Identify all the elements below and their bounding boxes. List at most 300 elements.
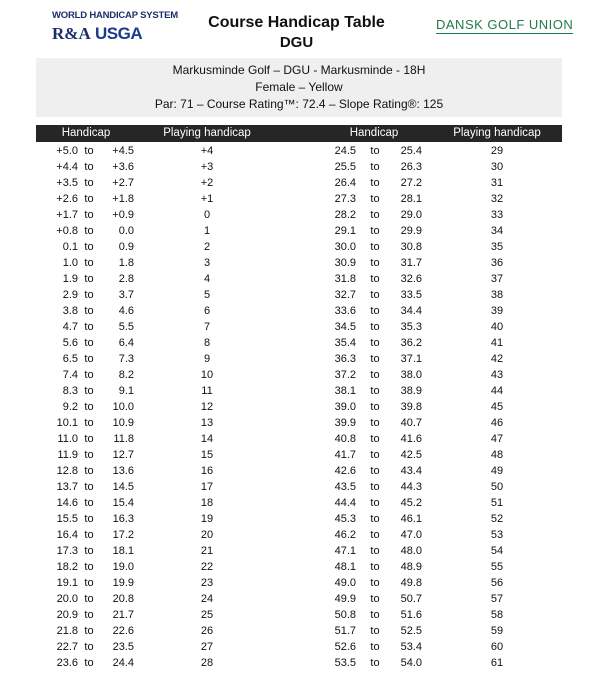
to-label: to	[370, 529, 380, 541]
handicap-from: 30.9	[334, 257, 356, 269]
playing-handicap: 23	[200, 577, 214, 589]
playing-handicap: 39	[490, 305, 504, 317]
handicap-from: 2.9	[62, 289, 78, 301]
handicap-from: 21.8	[56, 625, 78, 637]
handicap-from: +0.8	[56, 225, 78, 237]
handicap-to: 33.5	[400, 289, 422, 301]
to-label: to	[370, 161, 380, 173]
table-row	[36, 319, 562, 335]
column-header-handicap-left: Handicap	[61, 127, 111, 139]
handicap-from: 24.5	[334, 145, 356, 157]
handicap-from: 10.1	[56, 417, 78, 429]
handicap-from: 42.6	[334, 465, 356, 477]
handicap-to: 38.9	[400, 385, 422, 397]
handicap-from: 33.6	[334, 305, 356, 317]
to-label: to	[84, 481, 94, 493]
handicap-to: 7.3	[118, 353, 134, 365]
handicap-from: 40.8	[334, 433, 356, 445]
playing-handicap: 52	[490, 513, 504, 525]
to-label: to	[84, 289, 94, 301]
handicap-from: 39.0	[334, 401, 356, 413]
table-row	[36, 591, 562, 607]
handicap-to: 49.8	[400, 577, 422, 589]
handicap-to: 31.7	[400, 257, 422, 269]
handicap-to: 28.1	[400, 193, 422, 205]
handicap-to: 10.9	[112, 417, 134, 429]
handicap-to: +4.5	[112, 145, 134, 157]
table-row	[36, 287, 562, 303]
column-header-handicap-right: Handicap	[349, 127, 399, 139]
handicap-from: 7.4	[62, 369, 78, 381]
handicap-to: 0.9	[118, 241, 134, 253]
handicap-from: 28.2	[334, 209, 356, 221]
handicap-from: 14.6	[56, 497, 78, 509]
handicap-from: 3.8	[62, 305, 78, 317]
playing-handicap: 13	[200, 417, 214, 429]
table-header	[36, 125, 562, 142]
handicap-from: +5.0	[56, 145, 78, 157]
playing-handicap: 18	[200, 497, 214, 509]
playing-handicap: 20	[200, 529, 214, 541]
handicap-to: 27.2	[400, 177, 422, 189]
playing-handicap: 7	[203, 321, 211, 333]
playing-handicap: 37	[490, 273, 504, 285]
handicap-from: 38.1	[334, 385, 356, 397]
to-label: to	[370, 273, 380, 285]
playing-handicap: 34	[490, 225, 504, 237]
handicap-from: +3.5	[56, 177, 78, 189]
handicap-from: 22.7	[56, 641, 78, 653]
to-label: to	[84, 545, 94, 557]
to-label: to	[84, 257, 94, 269]
handicap-from: 9.2	[62, 401, 78, 413]
page-subtitle: DGU	[279, 34, 314, 51]
table-row	[36, 383, 562, 399]
playing-handicap: 25	[200, 609, 214, 621]
playing-handicap: 47	[490, 433, 504, 445]
handicap-to: 13.6	[112, 465, 134, 477]
playing-handicap: 17	[200, 481, 214, 493]
handicap-from: +1.7	[56, 209, 78, 221]
table-row	[36, 159, 562, 175]
handicap-to: 21.7	[112, 609, 134, 621]
handicap-from: 34.5	[334, 321, 356, 333]
table-row	[36, 399, 562, 415]
handicap-from: 11.9	[57, 449, 78, 461]
playing-handicap: 10	[200, 369, 214, 381]
to-label: to	[370, 225, 380, 237]
playing-handicap: 28	[200, 657, 214, 669]
playing-handicap: 61	[490, 657, 504, 669]
to-label: to	[370, 561, 380, 573]
to-label: to	[84, 657, 94, 669]
playing-handicap: 54	[490, 545, 504, 557]
handicap-to: 15.4	[112, 497, 134, 509]
playing-handicap: 6	[203, 305, 211, 317]
handicap-to: 26.3	[400, 161, 422, 173]
handicap-to: 37.1	[400, 353, 422, 365]
handicap-from: 35.4	[334, 337, 356, 349]
handicap-from: 29.1	[334, 225, 356, 237]
to-label: to	[370, 657, 380, 669]
playing-handicap: 26	[200, 625, 214, 637]
table-row	[36, 527, 562, 543]
table-row	[36, 639, 562, 655]
handicap-to: 20.8	[112, 593, 134, 605]
handicap-to: 2.8	[118, 273, 134, 285]
handicap-to: 17.2	[112, 529, 134, 541]
to-label: to	[84, 337, 94, 349]
tee-info: Female – Yellow	[255, 80, 343, 94]
page-title: Course Handicap Table	[208, 14, 385, 31]
playing-handicap: +1	[200, 193, 214, 205]
to-label: to	[370, 257, 380, 269]
to-label: to	[84, 209, 94, 221]
playing-handicap: 41	[490, 337, 504, 349]
playing-handicap: 60	[490, 641, 504, 653]
handicap-to: 51.6	[400, 609, 422, 621]
table-row	[36, 351, 562, 367]
to-label: to	[84, 321, 94, 333]
table-row	[36, 623, 562, 639]
handicap-to: +0.9	[112, 209, 134, 221]
to-label: to	[370, 433, 380, 445]
playing-handicap: 40	[490, 321, 504, 333]
handicap-to: 19.9	[112, 577, 134, 589]
playing-handicap: 24	[200, 593, 214, 605]
handicap-from: 1.0	[62, 257, 78, 269]
to-label: to	[84, 145, 94, 157]
handicap-to: 16.3	[112, 513, 134, 525]
playing-handicap: +3	[200, 161, 214, 173]
playing-handicap: 9	[203, 353, 211, 365]
handicap-from: 43.5	[334, 481, 356, 493]
handicap-to: 45.2	[400, 497, 422, 509]
playing-handicap: 16	[200, 465, 214, 477]
table-row	[36, 575, 562, 591]
playing-handicap: 53	[490, 529, 504, 541]
to-label: to	[84, 513, 94, 525]
to-label: to	[84, 401, 94, 413]
playing-handicap: 44	[490, 385, 504, 397]
to-label: to	[370, 449, 380, 461]
table-row	[36, 271, 562, 287]
handicap-from: 5.6	[62, 337, 78, 349]
handicap-to: 39.8	[400, 401, 422, 413]
handicap-from: 19.1	[56, 577, 78, 589]
handicap-to: 14.5	[112, 481, 134, 493]
to-label: to	[84, 417, 94, 429]
table-row	[36, 431, 562, 447]
playing-handicap: 36	[490, 257, 504, 269]
handicap-from: 31.8	[334, 273, 356, 285]
playing-handicap: 50	[490, 481, 504, 493]
handicap-to: 29.0	[400, 209, 422, 221]
handicap-to: 29.9	[400, 225, 422, 237]
handicap-from: 52.6	[334, 641, 356, 653]
to-label: to	[84, 577, 94, 589]
column-header-playing-left: Playing handicap	[163, 127, 251, 139]
table-row	[36, 191, 562, 207]
table-row	[36, 463, 562, 479]
to-label: to	[84, 225, 94, 237]
handicap-to: 32.6	[400, 273, 422, 285]
handicap-to: 40.7	[400, 417, 422, 429]
handicap-to: 46.1	[400, 513, 422, 525]
playing-handicap: 57	[490, 593, 504, 605]
to-label: to	[84, 177, 94, 189]
rating-info: Par: 71 – Course Rating™: 72.4 – Slope Rating®: 125	[154, 97, 444, 111]
table-row	[36, 207, 562, 223]
playing-handicap: 51	[490, 497, 504, 509]
to-label: to	[84, 353, 94, 365]
handicap-from: +2.6	[56, 193, 78, 205]
playing-handicap: 46	[490, 417, 504, 429]
to-label: to	[370, 145, 380, 157]
handicap-to: 42.5	[400, 449, 422, 461]
handicap-to: 35.3	[400, 321, 422, 333]
handicap-from: 48.1	[334, 561, 356, 573]
to-label: to	[370, 177, 380, 189]
handicap-from: 1.9	[62, 273, 78, 285]
page-header	[0, 0, 593, 56]
table-row	[36, 367, 562, 383]
handicap-from: 16.4	[56, 529, 78, 541]
playing-handicap: 49	[490, 465, 504, 477]
playing-handicap: 14	[200, 433, 214, 445]
handicap-from: 44.4	[334, 497, 356, 509]
handicap-from: 36.3	[334, 353, 356, 365]
to-label: to	[370, 385, 380, 397]
handicap-to: 18.1	[112, 545, 134, 557]
handicap-from: 30.0	[334, 241, 356, 253]
handicap-to: 38.0	[400, 369, 422, 381]
handicap-to: 48.0	[400, 545, 422, 557]
playing-handicap: 58	[490, 609, 504, 621]
playing-handicap: +2	[200, 177, 214, 189]
to-label: to	[84, 465, 94, 477]
playing-handicap: 43	[490, 369, 504, 381]
to-label: to	[84, 241, 94, 253]
handicap-from: 17.3	[56, 545, 78, 557]
playing-handicap: 45	[490, 401, 504, 413]
table-row	[36, 479, 562, 495]
handicap-from: 46.2	[334, 529, 356, 541]
to-label: to	[370, 497, 380, 509]
to-label: to	[370, 193, 380, 205]
handicap-from: 18.2	[56, 561, 78, 573]
playing-handicap: +4	[200, 145, 214, 157]
table-row	[36, 511, 562, 527]
to-label: to	[84, 369, 94, 381]
handicap-from: 41.7	[334, 449, 356, 461]
to-label: to	[84, 593, 94, 605]
to-label: to	[84, 433, 94, 445]
handicap-to: 4.6	[118, 305, 134, 317]
dgu-logo: DANSK GOLF UNION	[436, 17, 574, 32]
to-label: to	[370, 481, 380, 493]
playing-handicap: 30	[490, 161, 504, 173]
table-row	[36, 655, 562, 671]
handicap-to: 47.0	[400, 529, 422, 541]
handicap-from: 49.9	[334, 593, 356, 605]
handicap-to: 53.4	[400, 641, 422, 653]
table-row	[36, 335, 562, 351]
to-label: to	[370, 241, 380, 253]
handicap-from: 51.7	[334, 625, 356, 637]
handicap-to: 6.4	[118, 337, 134, 349]
usga-logo: USGA	[95, 24, 143, 43]
to-label: to	[370, 625, 380, 637]
table-row	[36, 175, 562, 191]
handicap-to: 0.0	[118, 225, 134, 237]
handicap-to: 30.8	[400, 241, 422, 253]
table-row	[36, 143, 562, 159]
handicap-to: 5.5	[118, 321, 134, 333]
handicap-to: 48.9	[400, 561, 422, 573]
handicap-to: 36.2	[400, 337, 422, 349]
handicap-from: 6.5	[62, 353, 78, 365]
handicap-to: 22.6	[112, 625, 134, 637]
to-label: to	[370, 609, 380, 621]
handicap-from: 20.0	[56, 593, 78, 605]
to-label: to	[370, 417, 380, 429]
handicap-from: 0.1	[62, 241, 78, 253]
playing-handicap: 29	[490, 145, 504, 157]
playing-handicap: 42	[490, 353, 504, 365]
playing-handicap: 56	[490, 577, 504, 589]
handicap-to: 34.4	[400, 305, 422, 317]
to-label: to	[84, 561, 94, 573]
playing-handicap: 4	[203, 273, 211, 285]
handicap-from: 8.3	[62, 385, 78, 397]
to-label: to	[370, 289, 380, 301]
to-label: to	[370, 577, 380, 589]
playing-handicap: 38	[490, 289, 504, 301]
playing-handicap: 19	[200, 513, 214, 525]
handicap-from: 32.7	[334, 289, 356, 301]
handicap-from: 13.7	[56, 481, 78, 493]
playing-handicap: 27	[200, 641, 214, 653]
to-label: to	[84, 273, 94, 285]
playing-handicap: 48	[490, 449, 504, 461]
playing-handicap: 0	[203, 209, 211, 221]
to-label: to	[370, 401, 380, 413]
playing-handicap: 33	[490, 209, 504, 221]
to-label: to	[84, 529, 94, 541]
handicap-to: 9.1	[118, 385, 134, 397]
to-label: to	[84, 193, 94, 205]
handicap-to: 3.7	[118, 289, 134, 301]
to-label: to	[84, 641, 94, 653]
handicap-from: 37.2	[334, 369, 356, 381]
playing-handicap: 12	[200, 401, 214, 413]
to-label: to	[84, 161, 94, 173]
whs-logo: WORLD HANDICAP SYSTEM	[52, 10, 178, 21]
handicap-from: 53.5	[334, 657, 356, 669]
to-label: to	[370, 353, 380, 365]
handicap-to: 50.7	[400, 593, 422, 605]
handicap-from: 25.5	[334, 161, 356, 173]
to-label: to	[84, 609, 94, 621]
to-label: to	[370, 321, 380, 333]
handicap-to: 25.4	[400, 145, 422, 157]
handicap-to: 11.8	[113, 433, 134, 445]
table-row	[36, 559, 562, 575]
to-label: to	[84, 497, 94, 509]
to-label: to	[370, 545, 380, 557]
handicap-to: 52.5	[400, 625, 422, 637]
playing-handicap: 55	[490, 561, 504, 573]
playing-handicap: 31	[490, 177, 504, 189]
handicap-from: 26.4	[334, 177, 356, 189]
playing-handicap: 11	[201, 385, 213, 397]
to-label: to	[370, 305, 380, 317]
handicap-to: +2.7	[112, 177, 134, 189]
handicap-to: 8.2	[118, 369, 134, 381]
handicap-from: 4.7	[62, 321, 78, 333]
column-header-playing-right: Playing handicap	[453, 127, 541, 139]
to-label: to	[84, 305, 94, 317]
playing-handicap: 59	[490, 625, 504, 637]
handicap-from: 27.3	[334, 193, 356, 205]
handicap-from: 39.9	[334, 417, 356, 429]
handicap-to: 23.5	[112, 641, 134, 653]
playing-handicap: 15	[200, 449, 214, 461]
to-label: to	[84, 385, 94, 397]
playing-handicap: 32	[490, 193, 504, 205]
playing-handicap: 21	[200, 545, 214, 557]
handicap-to: +1.8	[112, 193, 134, 205]
table-row	[36, 223, 562, 239]
handicap-to: 19.0	[112, 561, 134, 573]
handicap-from: +4.4	[56, 161, 78, 173]
table-row	[36, 543, 562, 559]
playing-handicap: 8	[203, 337, 211, 349]
table-row	[36, 255, 562, 271]
handicap-to: 43.4	[400, 465, 422, 477]
handicap-from: 23.6	[56, 657, 78, 669]
playing-handicap: 1	[203, 225, 211, 237]
handicap-to: 54.0	[400, 657, 422, 669]
to-label: to	[370, 593, 380, 605]
handicap-from: 11.0	[57, 433, 78, 445]
table-row	[36, 415, 562, 431]
course-name: Markusminde Golf – DGU - Markusminde - 18H	[172, 63, 426, 77]
table-row	[36, 303, 562, 319]
to-label: to	[84, 449, 94, 461]
to-label: to	[370, 369, 380, 381]
handicap-from: 49.0	[334, 577, 356, 589]
to-label: to	[370, 641, 380, 653]
to-label: to	[370, 513, 380, 525]
playing-handicap: 2	[203, 241, 211, 253]
playing-handicap: 35	[490, 241, 504, 253]
table-row	[36, 607, 562, 623]
course-info-box	[36, 58, 562, 117]
handicap-to: 41.6	[400, 433, 422, 445]
table-row	[36, 447, 562, 463]
table-row	[36, 239, 562, 255]
handicap-from: 45.3	[334, 513, 356, 525]
to-label: to	[84, 625, 94, 637]
handicap-to: 44.3	[400, 481, 422, 493]
handicap-from: 15.5	[56, 513, 78, 525]
handicap-from: 20.9	[56, 609, 78, 621]
handicap-to: 1.8	[118, 257, 134, 269]
to-label: to	[370, 465, 380, 477]
handicap-from: 12.8	[56, 465, 78, 477]
